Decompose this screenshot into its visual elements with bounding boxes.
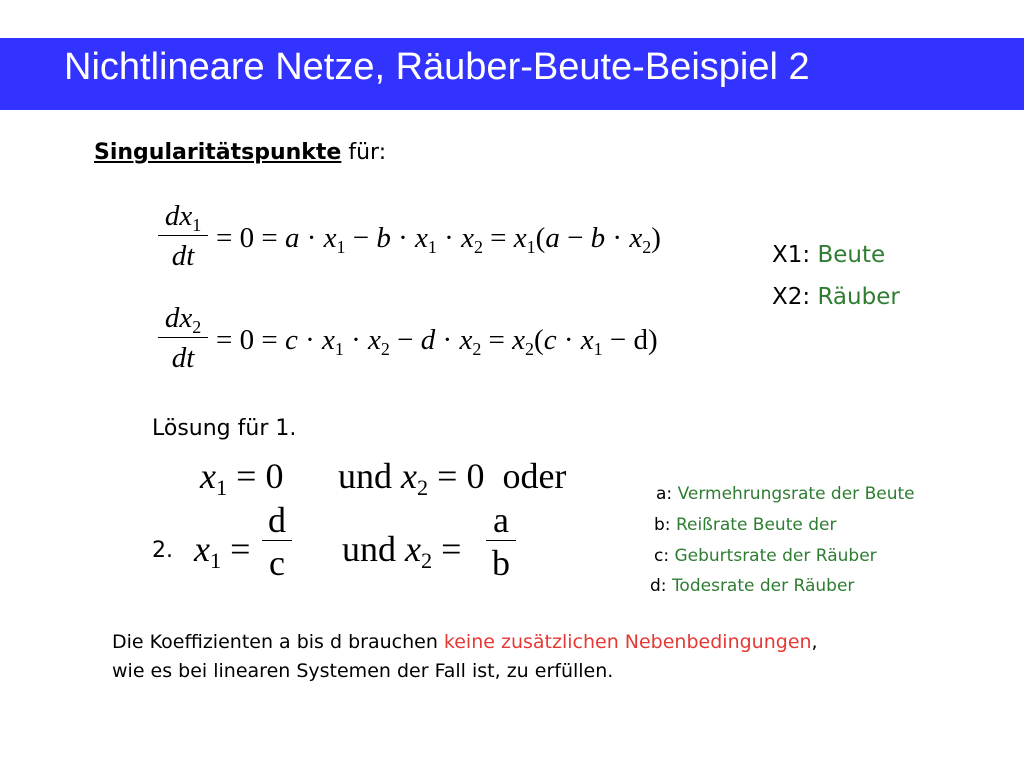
eq1-den: dt — [171, 240, 195, 272]
eq1-num: dx — [164, 200, 193, 232]
heading-rest: für: — [341, 140, 387, 165]
legend-x2-value: Räuber — [817, 284, 900, 310]
heading-underlined: Singularitätspunkte — [94, 140, 342, 165]
coef-c: c: Geburtsrate der Räuber — [654, 546, 877, 566]
title-bar — [0, 38, 1024, 110]
equation-2-rhs: = 0 = c · x1 · x2 − d · x2 = x2(c · x1 − d) — [216, 324, 658, 359]
note-paragraph: Die Koeffizienten a bis d brauchen keine zusätzlichen Nebenbedingungen, wie es bei linearen Systemen der Fall ist, zu erfüllen. — [112, 631, 818, 683]
solution-2-fraction-2: a b — [486, 502, 516, 581]
slide-title: Nichtlineare Netze, Räuber-Beute-Beispiel 2 — [64, 46, 810, 88]
eq2-num: dx — [164, 302, 193, 334]
eq2-den: dt — [171, 342, 195, 374]
equation-1 — [158, 200, 718, 290]
eq2-num-sub: 2 — [192, 316, 202, 337]
legend-x1-value: Beute — [817, 242, 886, 268]
coef-a: a: Vermehrungsrate der Beute — [656, 484, 915, 504]
legend-x1: X1: Beute — [772, 242, 886, 268]
eq1-num-sub: 1 — [192, 214, 202, 235]
solution-2-number: 2. — [152, 538, 173, 563]
note-highlight: keine zusätzlichen Nebenbedingungen — [443, 631, 812, 653]
coef-b: b: Reißrate Beute der — [654, 515, 837, 535]
equation-1-fraction — [158, 200, 208, 273]
legend-x2: X2: Räuber — [772, 284, 900, 310]
loesung-label: Lösung für 1. — [152, 416, 297, 441]
equation-2-fraction — [158, 302, 208, 375]
section-heading — [94, 140, 386, 165]
equation-1-rhs: = 0 = a · x1 − b · x1 · x2 = x1(a − b · x2) — [216, 222, 661, 257]
equation-2 — [158, 302, 718, 392]
solution-2-lhs: x1 = — [194, 529, 251, 574]
oder-word: oder — [502, 456, 567, 496]
solution-1: x1 = 0 — [200, 456, 284, 501]
solution-2-fraction-1: d c — [262, 502, 292, 581]
solution-2-und: und x2 = — [342, 529, 462, 574]
coef-d: d: Todesrate der Räuber — [650, 576, 855, 596]
solution-1-und: und x2 = 0 oder — [338, 456, 567, 501]
